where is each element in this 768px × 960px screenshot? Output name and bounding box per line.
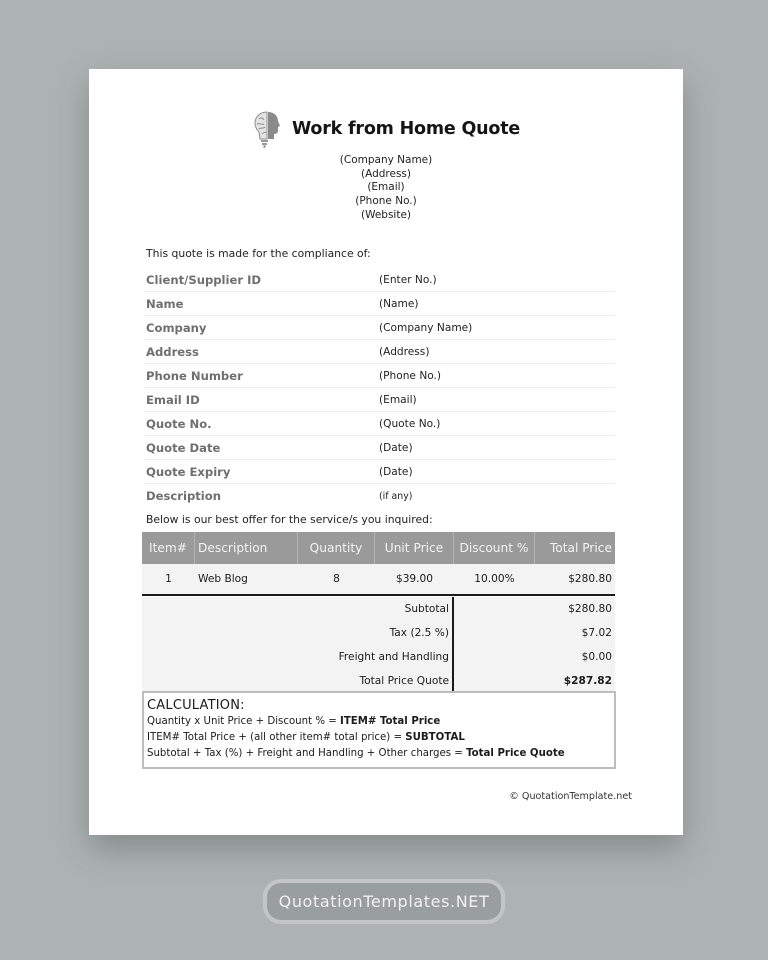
field-value[interactable]: (Quote No.) bbox=[379, 417, 441, 430]
calculation-title: CALCULATION: bbox=[147, 698, 245, 713]
header-quantity: Quantity bbox=[298, 532, 375, 564]
field-label: Email ID bbox=[146, 392, 200, 407]
freight-value: $0.00 bbox=[581, 651, 612, 663]
freight-label: Freight and Handling bbox=[142, 645, 454, 669]
field-row-phone bbox=[144, 364, 615, 388]
total-quote-label: Total Price Quote bbox=[142, 669, 454, 693]
client-fields bbox=[144, 268, 615, 508]
header-unit-price: Unit Price bbox=[375, 532, 454, 564]
cell-item-number: 1 bbox=[165, 573, 172, 585]
company-info bbox=[89, 154, 683, 223]
header-item-number: Item# bbox=[142, 532, 195, 564]
company-website-line: (Website) bbox=[360, 208, 412, 221]
field-label: Name bbox=[146, 296, 184, 311]
quote-document bbox=[89, 69, 683, 835]
calculation-line-item-total bbox=[147, 714, 611, 730]
title-row bbox=[89, 109, 683, 149]
field-label: Quote Expiry bbox=[146, 464, 231, 479]
field-value[interactable]: (Address) bbox=[379, 345, 430, 358]
field-row-quote-date bbox=[144, 436, 615, 460]
field-label: Address bbox=[146, 344, 199, 359]
company-name-line: (Company Name) bbox=[339, 154, 433, 166]
document-header bbox=[89, 109, 683, 223]
field-value[interactable]: (Company Name) bbox=[379, 321, 473, 334]
calculation-result: SUBTOTAL bbox=[405, 732, 465, 743]
company-address-line: (Address) bbox=[360, 167, 411, 180]
cell-discount: 10.00% bbox=[474, 573, 515, 585]
calculation-box bbox=[142, 691, 616, 769]
header-description: Description bbox=[195, 532, 298, 564]
tax-row bbox=[142, 621, 615, 645]
copyright-text: © QuotationTemplate.net bbox=[509, 791, 632, 802]
company-email-line: (Email) bbox=[367, 181, 405, 194]
tax-label: Tax (2.5 %) bbox=[142, 621, 454, 645]
field-row-address bbox=[144, 340, 615, 364]
subtotal-row bbox=[142, 597, 615, 621]
field-label: Quote Date bbox=[146, 440, 221, 455]
header-total-price: Total Price bbox=[549, 541, 612, 555]
field-value[interactable]: (Date) bbox=[379, 441, 413, 454]
field-value[interactable]: (Phone No.) bbox=[379, 369, 442, 382]
cell-unit-price: $39.00 bbox=[395, 573, 434, 585]
subtotal-value: $280.80 bbox=[568, 603, 612, 615]
field-value[interactable]: (Date) bbox=[379, 465, 413, 478]
field-row-email bbox=[144, 388, 615, 412]
total-quote-value: $287.82 bbox=[563, 675, 612, 687]
freight-row bbox=[142, 645, 615, 669]
cell-total-price: $280.80 bbox=[568, 573, 612, 585]
calculation-line-total-quote bbox=[147, 746, 611, 762]
calculation-result: Total Price Quote bbox=[466, 748, 565, 759]
field-label: Company bbox=[146, 320, 207, 335]
field-row-quote-no bbox=[144, 412, 615, 436]
field-row-company bbox=[144, 316, 615, 340]
items-table-header bbox=[142, 532, 615, 564]
field-row-quote-expiry bbox=[144, 460, 615, 484]
field-label: Description bbox=[146, 489, 221, 503]
cell-description: Web Blog bbox=[198, 573, 248, 585]
company-phone-line: (Phone No.) bbox=[355, 195, 417, 208]
offer-text: Below is our best offer for the service/s you inquired: bbox=[146, 513, 433, 526]
brand-badge[interactable]: QuotationTemplates.NET bbox=[263, 879, 505, 924]
field-row-description bbox=[144, 484, 615, 508]
total-quote-row bbox=[142, 669, 615, 693]
intro-text: This quote is made for the compliance of: bbox=[146, 247, 371, 260]
calculation-text: ITEM# Total Price + (all other item# total price) = bbox=[147, 732, 406, 743]
items-table bbox=[142, 532, 615, 596]
subtotal-label: Subtotal bbox=[142, 597, 454, 621]
header-discount: Discount % bbox=[454, 532, 535, 564]
field-label: Client/Supplier ID bbox=[146, 272, 262, 287]
field-row-name bbox=[144, 292, 615, 316]
field-value[interactable]: (Email) bbox=[379, 393, 417, 406]
field-value[interactable]: (if any) bbox=[379, 490, 413, 502]
document-title: Work from Home Quote bbox=[291, 119, 521, 139]
brain-head-icon bbox=[252, 110, 284, 148]
field-value[interactable]: (Enter No.) bbox=[379, 273, 437, 286]
calculation-line-subtotal bbox=[147, 730, 611, 746]
totals-section bbox=[142, 597, 615, 693]
calculation-text: Subtotal + Tax (%) + Freight and Handling + Other charges = bbox=[147, 748, 467, 759]
table-row bbox=[142, 564, 615, 596]
tax-value: $7.02 bbox=[581, 627, 612, 639]
field-label: Phone Number bbox=[146, 368, 243, 383]
calculation-text: Quantity x Unit Price + Discount % = bbox=[147, 716, 341, 727]
cell-quantity: 8 bbox=[333, 573, 340, 585]
field-label: Quote No. bbox=[146, 416, 212, 431]
field-value[interactable]: (Name) bbox=[379, 297, 419, 310]
field-row-client-id bbox=[144, 268, 615, 292]
calculation-result: ITEM# Total Price bbox=[340, 716, 441, 727]
